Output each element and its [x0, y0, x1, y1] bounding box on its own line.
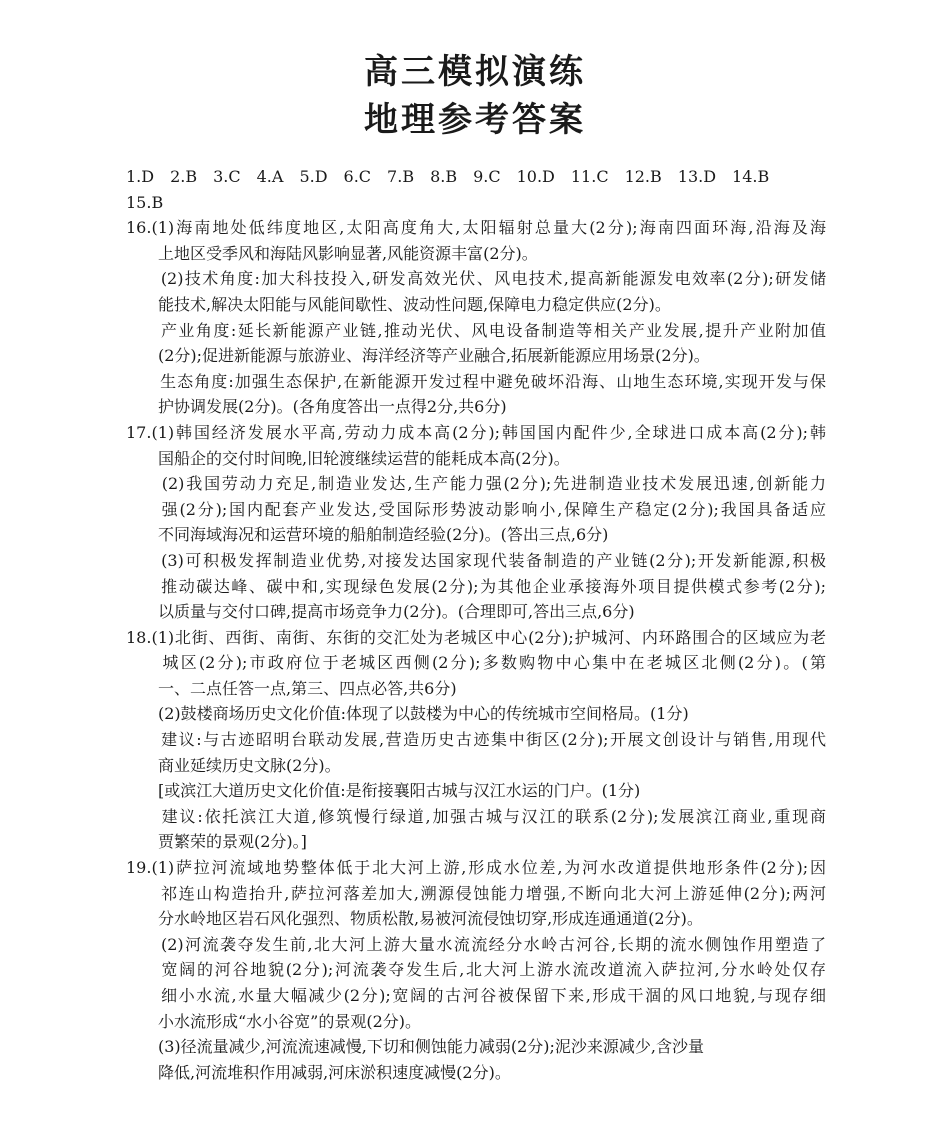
answer-line: 16.(1)海南地处低纬度地区,太阳高度角大,太阳辐射总量大(2分);海南四面环海,沿海及海 — [126, 218, 826, 238]
answer-line: 推动碳达峰、碳中和,实现绿色发展(2分);为其他企业承接海外项目提供模式参考(2分); — [126, 576, 826, 596]
answer-line: 贾繁荣的景观(2分)。] — [126, 832, 307, 852]
question-18 — [126, 625, 826, 855]
answer-line: 护协调发展(2分)。(各角度答出一点得2分,共6分) — [126, 397, 507, 417]
answer-line: 建议:依托滨江大道,修筑慢行绿道,加强古城与汉江的联系(2分);发展滨江商业,重现商 — [126, 806, 826, 826]
answer-line: 商业延续历史文脉(2分)。 — [126, 755, 341, 775]
answer-line: 细小水流,水量大幅减少(2分);宽阔的古河谷被保留下来,形成干涸的风口地貌,与现存细 — [126, 986, 826, 1005]
answer-line: 城区(2分);市政府位于老城区西侧(2分);多数购物中心集中在老城区北侧(2分)。(第 — [126, 653, 826, 673]
answer-line: [或滨江大道历史文化价值:是衔接襄阳古城与汉江水运的门户。(1分) — [126, 781, 641, 801]
question-19 — [126, 855, 826, 1085]
answer-line: (2分);促进新能源与旅游业、海洋经济等产业融合,拓展新能源应用场景(2分)。 — [126, 346, 710, 366]
title-line-1: 高三模拟演练 — [364, 52, 586, 92]
question-16 — [126, 215, 826, 420]
answer-line: 生态角度:加强生态保护,在新能源开发过程中避免破坏沿海、山地生态环境,实现开发与保 — [126, 371, 826, 391]
answer-line: 降低,河流堆积作用减弱,河床淤积速度减慢(2分)。 — [126, 1062, 511, 1082]
answer-line: 产业角度:延长新能源产业链,推动光伏、风电设备制造等相关产业发展,提升产业附加值 — [126, 320, 826, 340]
answer-line: (2)技术角度:加大科技投入,研发高效光伏、风电技术,提高新能源发电效率(2分);研发储 — [126, 269, 826, 289]
answer-line: (2)鼓楼商场历史文化价值:体现了以鼓楼为中心的传统城市空间格局。(1分) — [126, 704, 689, 724]
title-line-2: 地理参考答案 — [364, 100, 586, 140]
answer-line: 19.(1)萨拉河流域地势整体低于北大河上游,形成水位差,为河水改道提供地形条件(2分);因 — [126, 858, 826, 878]
answer-line: 强(2分);国内配套产业发达,受国际形势波动影响小,保障生产稳定(2分);我国具备适应 — [126, 499, 826, 519]
answer-line: 18.(1)北街、西街、南街、东街的交汇处为老城区中心(2分);护城河、内环路围合的区域应为老 — [126, 627, 826, 647]
answer-line: 以质量与交付口碑,提高市场竞争力(2分)。(合理即可,答出三点,6分) — [126, 602, 635, 622]
answer-content — [126, 164, 826, 1085]
answer-line: 小水流形成“水小谷宽”的景观(2分)。 — [126, 1011, 422, 1031]
mc-answers-last: 15.B — [126, 192, 164, 212]
question-17 — [126, 420, 826, 625]
answer-line: 祁连山构造抬升,萨拉河落差加大,溯源侵蚀能力增强,不断向北大河上游延伸(2分);两河 — [126, 883, 826, 903]
answer-line: 宽阔的河谷地貌(2分);河流袭夺发生后,北大河上游水流改道流入萨拉河,分水岭处仅存 — [126, 960, 826, 980]
answer-line: (2)河流袭夺发生前,北大河上游大量水流流经分水岭古河谷,长期的流水侧蚀作用塑造了 — [126, 934, 826, 954]
answer-line: 分水岭地区岩石风化强烈、物质松散,易被河流侵蚀切穿,形成连通通道(2分)。 — [126, 909, 703, 929]
answer-line: (2)我国劳动力充足,制造业发达,生产能力强(2分);先进制造业技术发展迅速,创新能力 — [126, 474, 826, 494]
mc-answers-line: 1.D 2.B 3.C 4.A 5.D 6.C 7.B 8.B 9.C 10.D 11.C 12.B 13.D 14.B — [126, 167, 770, 186]
answer-line: (3)径流量减少,河流流速减慢,下切和侧蚀能力减弱(2分);泥沙来源减少,含沙量 — [126, 1037, 704, 1057]
answer-line: 一、二点任答一点,第三、四点必答,共6分) — [126, 678, 457, 698]
answer-line: 上地区受季风和海陆风影响显著,风能资源丰富(2分)。 — [126, 243, 538, 263]
page-title — [0, 48, 950, 144]
answer-line: (3)可积极发挥制造业优势,对接发达国家现代装备制造的产业链(2分);开发新能源,积极 — [126, 550, 826, 570]
answer-line: 能技术,解决太阳能与风能间歇性、波动性问题,保障电力稳定供应(2分)。 — [126, 294, 671, 314]
answer-line: 17.(1)韩国经济发展水平高,劳动力成本高(2分);韩国国内配件少,全球进口成本高(2分);韩 — [126, 422, 826, 442]
answer-line: 国船企的交付时间晚,旧轮渡继续运营的能耗成本高(2分)。 — [126, 448, 570, 468]
answer-line: 建议:与古迹昭明台联动发展,营造历史古迹集中街区(2分);开展文创设计与销售,用现代 — [126, 730, 826, 750]
answer-line: 不同海域海况和运营环境的船舶制造经验(2分)。(答出三点,6分) — [126, 525, 609, 545]
